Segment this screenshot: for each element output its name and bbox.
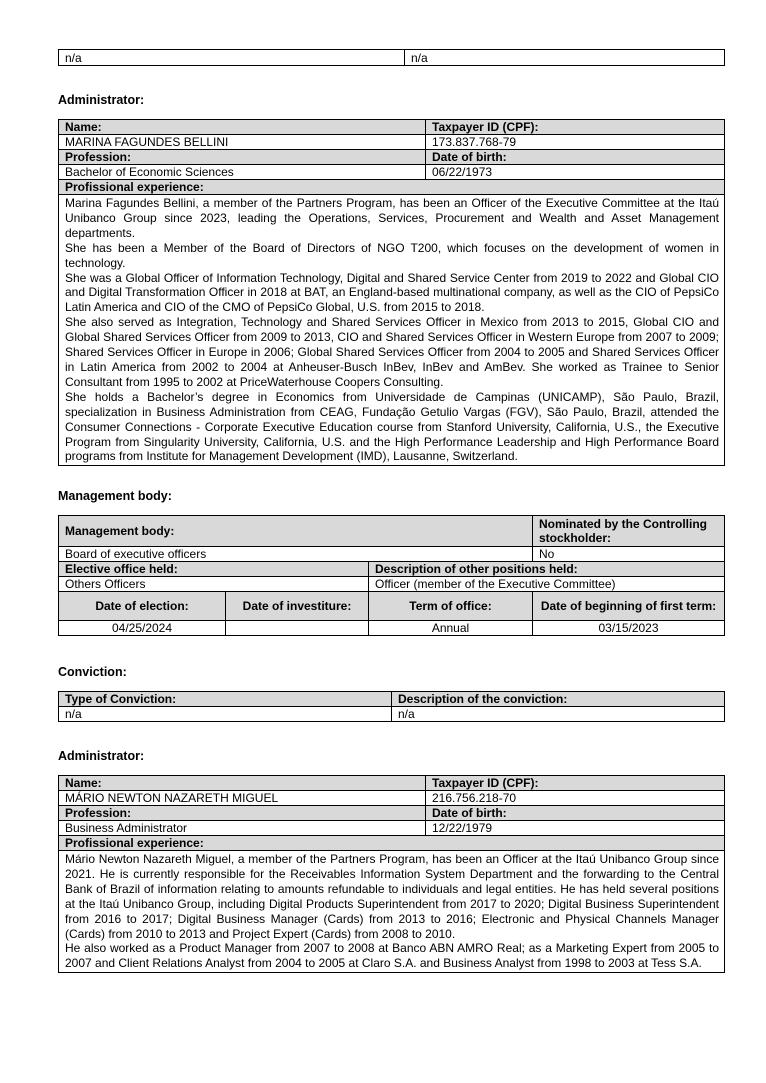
name-label: Name: (59, 776, 426, 791)
profession-label: Profession: (59, 806, 426, 821)
experience-label: Profissional experience: (59, 836, 725, 851)
taxpayer-value: 216.756.218-70 (426, 791, 725, 806)
section-title-administrator-2: Administrator: (58, 749, 145, 763)
birth-label: Date of birth: (426, 150, 725, 165)
conviction-desc-value: n/a (392, 707, 725, 722)
taxpayer-label: Taxpayer ID (CPF): (426, 120, 725, 135)
experience-paragraph: She holds a Bachelor’s degree in Economics from Universidade de Campinas (UNICAMP), São Paulo, Brazil, specialization in Business Administration from CEAG, Fundação Getulio Vargas (FGV), São Paulo, Brazil, attended the Consumer Connections - Corporate Executive Education course from Stanford University, California, U.S., the Executive Program from Singularity University, California, U.S. and the High Performance Leadership and High Performance Board programs from Institute for Management Development (IMD), Lausanne, Switzerland. (65, 389, 719, 464)
first-term-value: 03/15/2023 (533, 621, 725, 636)
management-body-label: Management body: (59, 516, 533, 547)
first-term-label: Date of beginning of first term: (533, 592, 725, 621)
birth-value: 06/22/1973 (426, 165, 725, 180)
conviction-type-label: Type of Conviction: (59, 692, 392, 707)
election-date-value: 04/25/2024 (59, 621, 226, 636)
conviction-type-value: n/a (59, 707, 392, 722)
other-positions-value: Officer (member of the Executive Committee) (369, 577, 725, 592)
investiture-date-value (226, 621, 369, 636)
experience-text (59, 851, 725, 973)
birth-label: Date of birth: (426, 806, 725, 821)
section-title-management-body: Management body: (58, 489, 172, 503)
section-title-conviction: Conviction: (58, 665, 127, 679)
experience-paragraph: She also served as Integration, Technology and Shared Services Officer in Mexico from 2013 to 2015, Global CIO and Global Shared Services Officer from 2009 to 2013, CIO and Shared Services Officer in Western Europe from 2007 to 2009; Shared Services Officer in Europe in 2006; Global Shared Services Officer from 2004 to 2005 and Shared Services Officer in Latin America from 2002 to 2004 at Anheuser-Busch InBev, InBev and AmBev. She worked as Trainee to Senior Consultant from 1995 to 2002 at PriceWaterhouse Coopers Consulting. (65, 315, 719, 389)
elective-office-label: Elective office held: (59, 562, 369, 577)
experience-paragraph: He also worked as a Product Manager from 2007 to 2008 at Banco ABN AMRO Real; as a Marketing Expert from 2005 to 2007 and Client Relations Analyst from 2004 to 2005 at Claro S.A. and Business Analyst from 1998 to 2003 at Tess S.A. (65, 941, 719, 971)
other-positions-label: Description of other positions held: (369, 562, 725, 577)
profession-value: Business Administrator (59, 821, 426, 836)
taxpayer-value: 173.837.768-79 (426, 135, 725, 150)
term-label: Term of office: (369, 592, 533, 621)
conviction-desc-label: Description of the conviction: (392, 692, 725, 707)
management-body-table (58, 515, 725, 636)
experience-label: Profissional experience: (59, 180, 725, 195)
elective-office-value: Others Officers (59, 577, 369, 592)
management-body-value: Board of executive officers (59, 547, 533, 562)
top-cell-left: n/a (59, 50, 405, 66)
conviction-table (58, 691, 725, 722)
name-value: MARINA FAGUNDES BELLINI (59, 135, 426, 150)
administrator-table (58, 119, 725, 466)
birth-value: 12/22/1979 (426, 821, 725, 836)
profession-value: Bachelor of Economic Sciences (59, 165, 426, 180)
term-value: Annual (369, 621, 533, 636)
name-value: MÁRIO NEWTON NAZARETH MIGUEL (59, 791, 426, 806)
name-label: Name: (59, 120, 426, 135)
election-date-label: Date of election: (59, 592, 226, 621)
top-table (58, 49, 725, 66)
administrator-table-2 (58, 775, 725, 973)
experience-paragraph: Marina Fagundes Bellini, a member of the Partners Program, has been an Officer of the Executive Committee at the Itaú Unibanco Group since 2023, leading the Operations, Services, Procurement and Wealth and Asset Management departments. (65, 196, 719, 240)
taxpayer-label: Taxpayer ID (CPF): (426, 776, 725, 791)
experience-paragraph: Mário Newton Nazareth Miguel, a member of the Partners Program, has been an Officer at the Itaú Unibanco Group since 2021. He is currently responsible for the Receivables Information System Department and the forwarding to the Central Bank of Brazil of information relating to amounts refundable to individuals and legal entities. He has held several positions at the Itaú Unibanco Group, including Digital Products Superintendent from 2017 to 2020; Digital Business Superintendent from 2016 to 2017; Digital Business Manager (Cards) from 2013 to 2016; Electronic and Physical Channels Manager (Cards) from 2010 to 2013 and Project Expert (Cards) from 2008 to 2010. (65, 852, 719, 941)
section-title-administrator: Administrator: (58, 93, 145, 107)
experience-text (59, 195, 725, 466)
experience-paragraph: She was a Global Officer of Information Technology, Digital and Shared Service Center from 2019 to 2022 and Global CIO and Digital Transformation Officer in 2018 at BAT, an England-based multinational company, as well as the CIO of PepsiCo Latin America and CIO of the CMO of PepsiCo Global, U.S. from 2015 to 2018. (65, 270, 719, 315)
top-cell-right: n/a (405, 50, 725, 66)
experience-paragraph: She has been a Member of the Board of Directors of NGO T200, which focuses on the development of women in technology. (65, 240, 719, 270)
profession-label: Profession: (59, 150, 426, 165)
investiture-date-label: Date of investiture: (226, 592, 369, 621)
nominated-value: No (533, 547, 725, 562)
nominated-label: Nominated by the Controlling stockholder: (533, 516, 725, 547)
